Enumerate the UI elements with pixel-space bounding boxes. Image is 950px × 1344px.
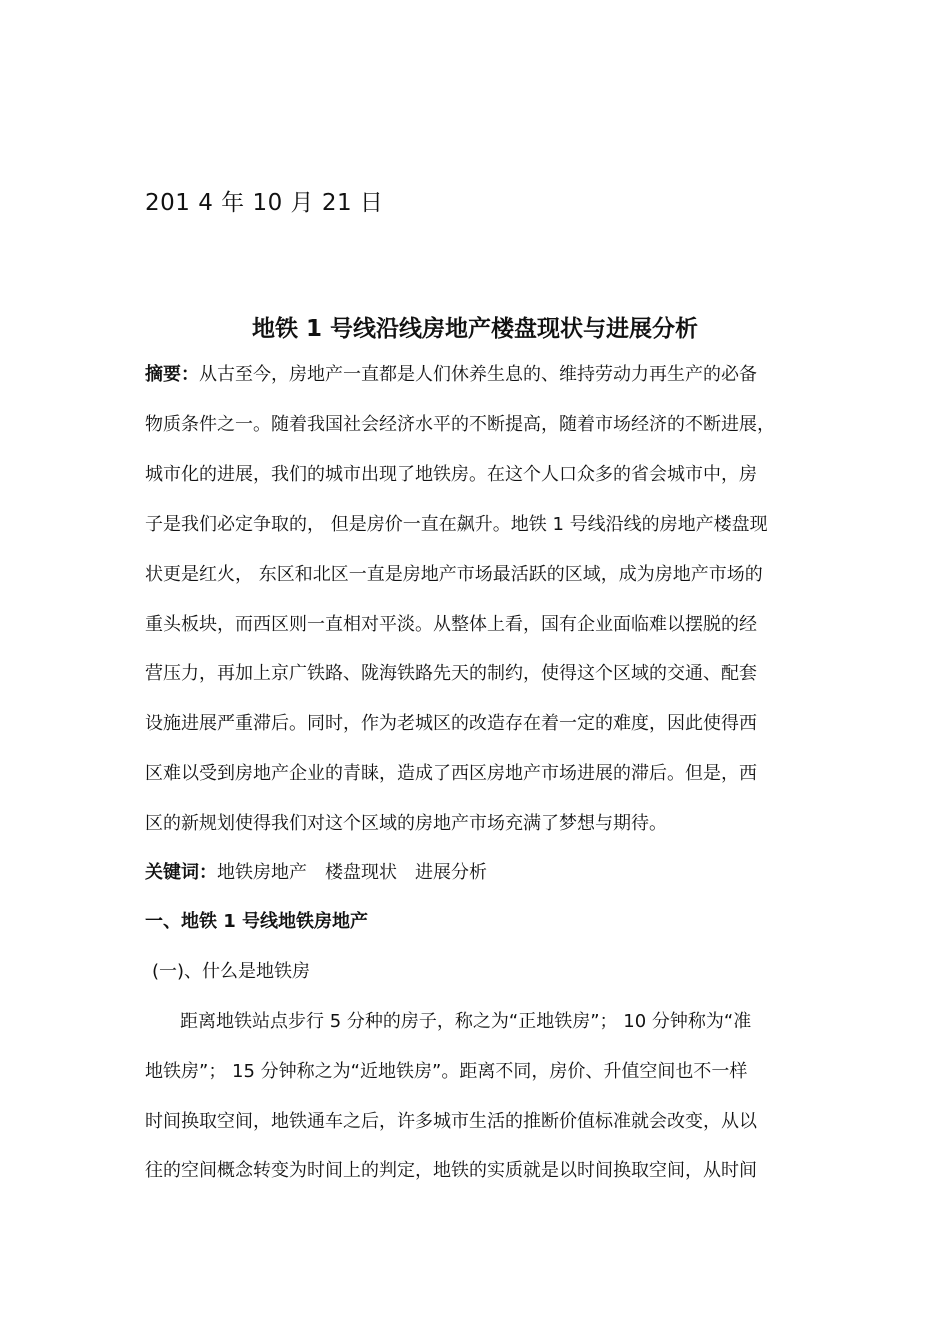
keywords-text: 地铁房地产 楼盘现状 进展分析 bbox=[217, 862, 487, 883]
abstract-line bbox=[145, 363, 757, 387]
abstract-line: 设施进展严重滞后。同时，作为老城区的改造存在着一定的难度，因此使得西 bbox=[145, 713, 757, 734]
body-line: 时间换取空间，地铁通车之后，许多城市生活的推断价值标准就会改变，从以 bbox=[145, 1111, 757, 1132]
abstract-line: 子是我们必定争取的， 但是房价一直在飙升。地铁 1 号线沿线的房地产楼盘现 bbox=[145, 514, 768, 535]
abstract-text: 从古至今，房地产一直都是人们休养生息的、维持劳动力再生产的必备 bbox=[199, 364, 757, 385]
abstract-line: 物质条件之一。随着我国社会经济水平的不断提高，随着市场经济的不断进展， bbox=[145, 414, 775, 435]
keywords-line bbox=[145, 861, 487, 885]
body-line: 地铁房”； 15 分钟称之为“近地铁房”。距离不同，房价、升值空间也不一样 bbox=[145, 1061, 748, 1082]
section-heading: 一、地铁 1 号线地铁房地产 bbox=[145, 911, 369, 932]
abstract-line: 区难以受到房地产企业的青睐，造成了西区房地产市场进展的滞后。但是，西 bbox=[145, 763, 757, 784]
abstract-line: 营压力，再加上京广铁路、陇海铁路先天的制约，使得这个区域的交通、配套 bbox=[145, 663, 757, 684]
document-title: 地铁 1 号线沿线房地产楼盘现状与进展分析 bbox=[251, 316, 699, 342]
abstract-line: 城市化的进展，我们的城市出现了地铁房。在这个人口众多的省会城市中，房 bbox=[145, 464, 757, 485]
body-line: 距离地铁站点步行 5 分种的房子，称之为“正地铁房”； 10 分钟称为“准 bbox=[180, 1011, 752, 1032]
keywords-label: 关键词： bbox=[145, 862, 217, 883]
subsection-heading: (一)、什么是地铁房 bbox=[152, 961, 311, 982]
abstract-line: 状更是红火， 东区和北区一直是房地产市场最活跃的区域，成为房地产市场的 bbox=[145, 564, 763, 585]
abstract-label: 摘要： bbox=[145, 364, 199, 385]
abstract-line: 区的新规划使得我们对这个区域的房地产市场充满了梦想与期待。 bbox=[145, 813, 667, 834]
abstract-line: 重头板块，而西区则一直相对平淡。从整体上看，国有企业面临难以摆脱的经 bbox=[145, 614, 757, 635]
body-line: 往的空间概念转变为时间上的判定，地铁的实质就是以时间换取空间，从时间 bbox=[145, 1160, 757, 1181]
document-date: 201 4 年 10 月 21 日 bbox=[145, 190, 384, 216]
